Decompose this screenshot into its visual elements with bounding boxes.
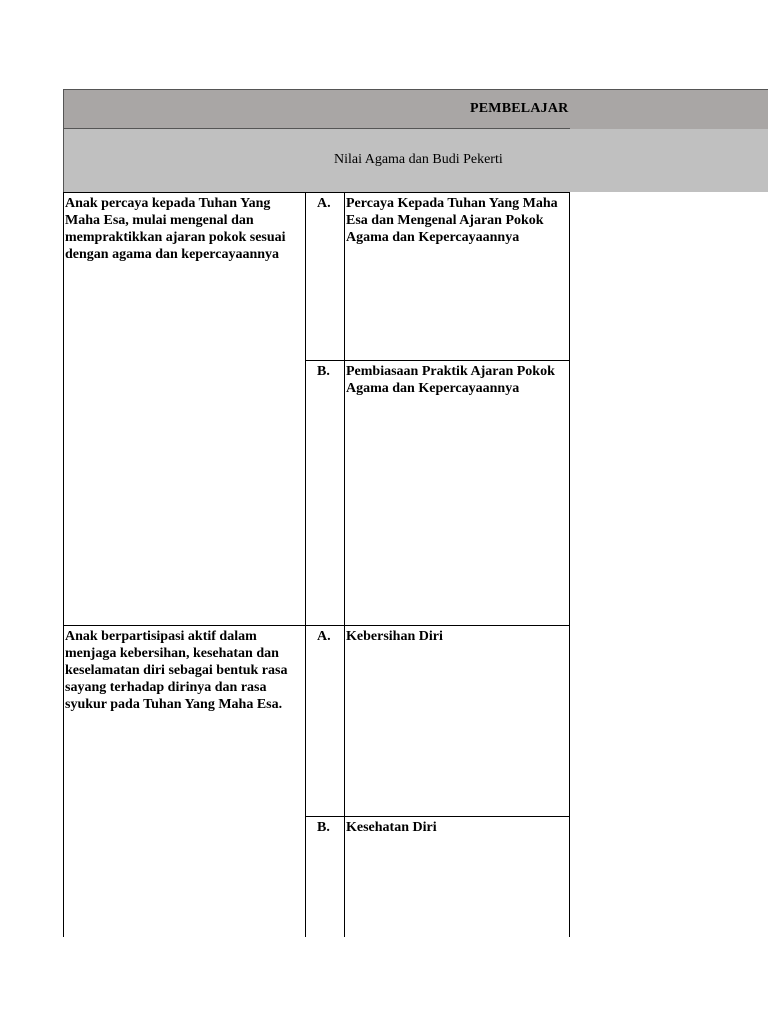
goal-text-1: Anak percaya kepada Tuhan Yang Maha Esa, mulai mengenal dan mempraktikkan ajaran pokok sesuai dengan agama dan kepercayaannya [65, 196, 286, 262]
table-right-border [569, 192, 570, 937]
table-top-border [63, 192, 570, 193]
item-letter-2b: B. [317, 820, 330, 835]
item-letter-1a: A. [317, 196, 331, 211]
goal-text-2: Anak berpartisipasi aktif dalam menjaga kebersihan, kesehatan dan keselamatan diri sebagai bentuk rasa sayang terhadap dirinya dan rasa syukur pada Tuhan Yang Maha Esa. [65, 629, 288, 712]
item-text-1a: Percaya Kepada Tuhan Yang Maha Esa dan Mengenal Ajaran Pokok Agama dan Kepercayaannya [346, 196, 558, 245]
item-letter-1b: B. [317, 364, 330, 379]
row-divider-1a [305, 360, 570, 361]
row-divider-section [63, 625, 570, 626]
item-text-2a: Kebersihan Diri [346, 629, 443, 644]
section-title: Nilai Agama dan Budi Pekerti [334, 152, 503, 167]
item-text-2b: Kesehatan Diri [346, 820, 437, 835]
column-divider-goal [305, 192, 306, 937]
row-divider-2a [305, 816, 570, 817]
item-letter-2a: A. [317, 629, 331, 644]
column-divider-letter [344, 192, 345, 937]
item-text-1b: Pembiasaan Praktik Ajaran Pokok Agama dan Kepercayaannya [346, 364, 555, 396]
document-title: PEMBELAJAR [470, 101, 569, 116]
header-band [63, 89, 768, 129]
table-left-border [63, 192, 64, 937]
